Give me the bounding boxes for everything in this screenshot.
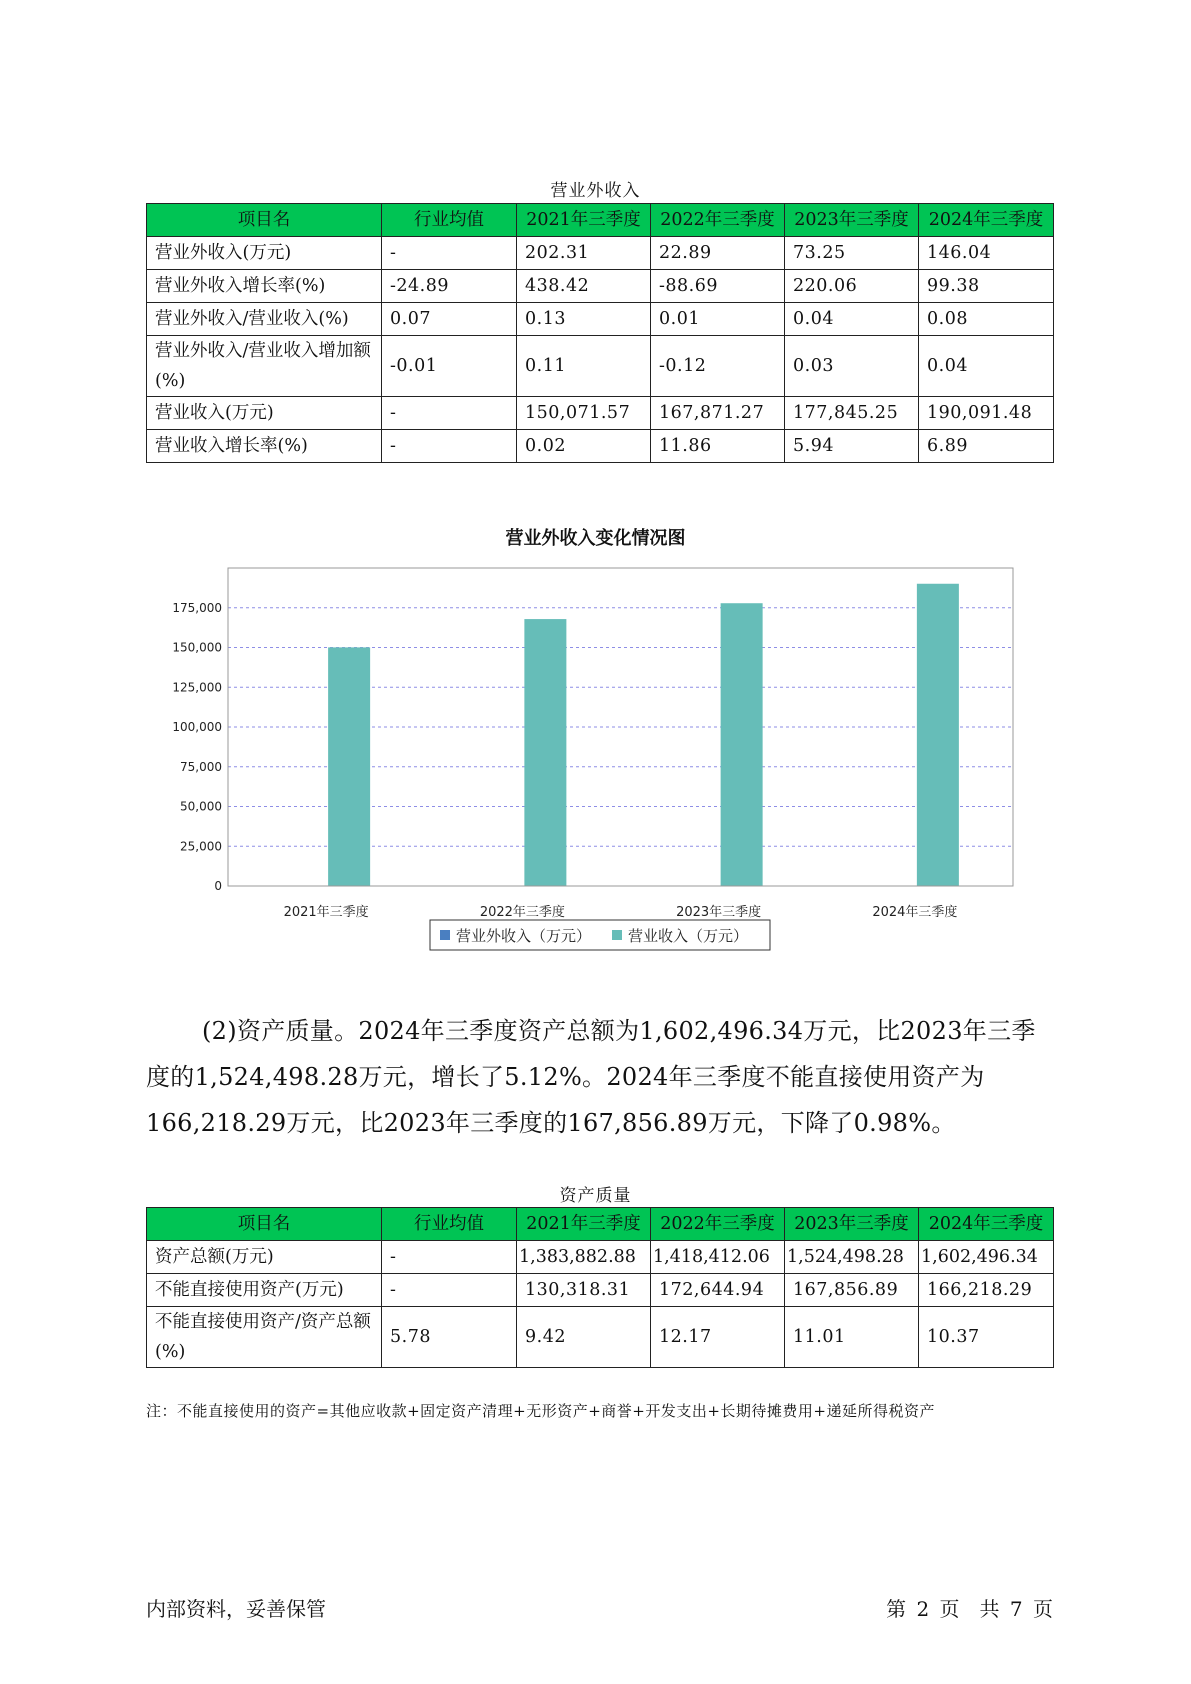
cell: 12.17 — [651, 1307, 785, 1368]
footer-confidential: 内部资料，妥善保管 — [146, 1597, 326, 1621]
x-tick-label: 2021年三季度 — [283, 905, 369, 920]
cell: 5.94 — [785, 430, 919, 463]
table-row — [147, 336, 1054, 397]
y-tick-label: 125,000 — [172, 680, 222, 695]
table-row — [147, 303, 1054, 336]
chart-title: 营业外收入变化情况图 — [505, 528, 686, 549]
header-item-name: 项目名 — [147, 204, 382, 237]
table-row — [147, 1241, 1054, 1274]
table-header-row — [147, 204, 1054, 237]
cell: 10.37 — [919, 1307, 1054, 1368]
cell: 0.01 — [651, 303, 785, 336]
cell: -0.01 — [382, 336, 517, 397]
cell: 0.03 — [785, 336, 919, 397]
cell: 73.25 — [785, 237, 919, 270]
cell: 11.01 — [785, 1307, 919, 1368]
cell: -0.12 — [651, 336, 785, 397]
cell: 0.04 — [919, 336, 1054, 397]
y-tick-label: 25,000 — [180, 839, 222, 854]
cell: 438.42 — [517, 270, 651, 303]
cell: 9.42 — [517, 1307, 651, 1368]
cell: 5.78 — [382, 1307, 517, 1368]
cell: - — [382, 1241, 517, 1274]
cell: 190,091.48 — [919, 397, 1054, 430]
row-label: 营业外收入/营业收入(%) — [147, 303, 382, 336]
cell: 11.86 — [651, 430, 785, 463]
cell: 1,602,496.34 — [919, 1241, 1054, 1274]
bar-operating-revenue — [721, 603, 763, 886]
header-2023q3: 2023年三季度 — [785, 1208, 919, 1241]
table1-caption: 营业外收入 — [550, 181, 641, 201]
x-tick-label: 2023年三季度 — [676, 905, 762, 920]
header-2022q3: 2022年三季度 — [651, 204, 785, 237]
table-header-row — [147, 1208, 1054, 1241]
asset-quality-paragraph: (2)资产质量。2024年三季度资产总额为1,602,496.34万元，比2023年三季度的1,524,498.28万元，增长了5.12%。2024年三季度不能直接使用资产为166,218.29万元，比2023年三季度的167,856.89万元，下降了0.98%。 — [146, 1017, 1036, 1137]
cell: 130,318.31 — [517, 1274, 651, 1307]
y-tick-label: 100,000 — [172, 720, 222, 734]
cell: 0.13 — [517, 303, 651, 336]
non-operating-income-table — [146, 203, 1054, 463]
table-row — [147, 270, 1054, 303]
cell: 202.31 — [517, 237, 651, 270]
chart-x-axis — [284, 904, 958, 920]
cell: - — [382, 1274, 517, 1307]
row-label: 资产总额(万元) — [147, 1241, 382, 1274]
row-label: 营业收入(万元) — [147, 397, 382, 430]
cell: 1,418,412.06 — [651, 1241, 785, 1274]
row-label: 营业收入增长率(%) — [147, 430, 382, 463]
cell: 0.04 — [785, 303, 919, 336]
header-2021q3: 2021年三季度 — [517, 1208, 651, 1241]
chart-bars — [282, 584, 959, 886]
y-tick-label: 150,000 — [172, 640, 222, 655]
row-label: 营业外收入/营业收入增加额(%) — [147, 336, 382, 397]
table2-caption: 资产质量 — [559, 1186, 632, 1206]
cell: 167,871.27 — [651, 397, 785, 430]
table-row — [147, 1307, 1054, 1368]
cell: 0.02 — [517, 430, 651, 463]
y-tick-label: 50,000 — [180, 799, 222, 814]
x-tick-label: 2024年三季度 — [872, 905, 958, 920]
header-2024q3: 2024年三季度 — [919, 204, 1054, 237]
chart-y-axis — [172, 601, 1013, 893]
table-row — [147, 237, 1054, 270]
bar-operating-revenue — [524, 619, 566, 886]
cell: - — [382, 397, 517, 430]
cell: 22.89 — [651, 237, 785, 270]
cell: 1,383,882.88 — [517, 1241, 651, 1274]
cell: - — [382, 430, 517, 463]
cell: -24.89 — [382, 270, 517, 303]
y-tick-label: 75,000 — [180, 759, 222, 774]
footer-page-number: 第 2 页 共 7 页 — [886, 1597, 1053, 1621]
row-label: 营业外收入增长率(%) — [147, 270, 382, 303]
footnote: 注：不能直接使用的资产=其他应收款+固定资产清理+无形资产+商誉+开发支出+长期待摊费用+递延所得税资产 — [146, 1402, 935, 1420]
header-2021q3: 2021年三季度 — [517, 204, 651, 237]
bar-operating-revenue — [328, 647, 370, 886]
cell: -88.69 — [651, 270, 785, 303]
table-row — [147, 397, 1054, 430]
asset-quality-table — [146, 1207, 1054, 1368]
header-2023q3: 2023年三季度 — [785, 204, 919, 237]
table-row — [147, 1274, 1054, 1307]
row-label: 不能直接使用资产(万元) — [147, 1274, 382, 1307]
cell: 0.11 — [517, 336, 651, 397]
cell: 166,218.29 — [919, 1274, 1054, 1307]
bar-chart — [0, 540, 1191, 980]
bar-operating-revenue — [917, 584, 959, 886]
y-tick-label: 175,000 — [172, 600, 222, 615]
legend-swatch — [440, 930, 450, 940]
cell: 220.06 — [785, 270, 919, 303]
cell: 172,644.94 — [651, 1274, 785, 1307]
cell: 177,845.25 — [785, 397, 919, 430]
cell: 99.38 — [919, 270, 1054, 303]
cell: 1,524,498.28 — [785, 1241, 919, 1274]
row-label: 营业外收入(万元) — [147, 237, 382, 270]
cell: 167,856.89 — [785, 1274, 919, 1307]
cell: 0.07 — [382, 303, 517, 336]
header-item-name: 项目名 — [147, 1208, 382, 1241]
x-tick-label: 2022年三季度 — [479, 905, 565, 920]
cell: 6.89 — [919, 430, 1054, 463]
cell: - — [382, 237, 517, 270]
header-2024q3: 2024年三季度 — [919, 1208, 1054, 1241]
cell: 0.08 — [919, 303, 1054, 336]
legend-label: 营业外收入（万元） — [456, 927, 592, 945]
header-2022q3: 2022年三季度 — [651, 1208, 785, 1241]
legend-label: 营业收入（万元） — [628, 927, 749, 945]
cell: 146.04 — [919, 237, 1054, 270]
y-tick-label: 0 — [214, 879, 222, 893]
header-industry-average: 行业均值 — [382, 1208, 517, 1241]
table-row — [147, 430, 1054, 463]
cell: 150,071.57 — [517, 397, 651, 430]
header-industry-average: 行业均值 — [382, 204, 517, 237]
row-label: 不能直接使用资产/资产总额(%) — [147, 1307, 382, 1368]
legend-swatch — [612, 930, 622, 940]
chart-legend — [430, 920, 770, 950]
